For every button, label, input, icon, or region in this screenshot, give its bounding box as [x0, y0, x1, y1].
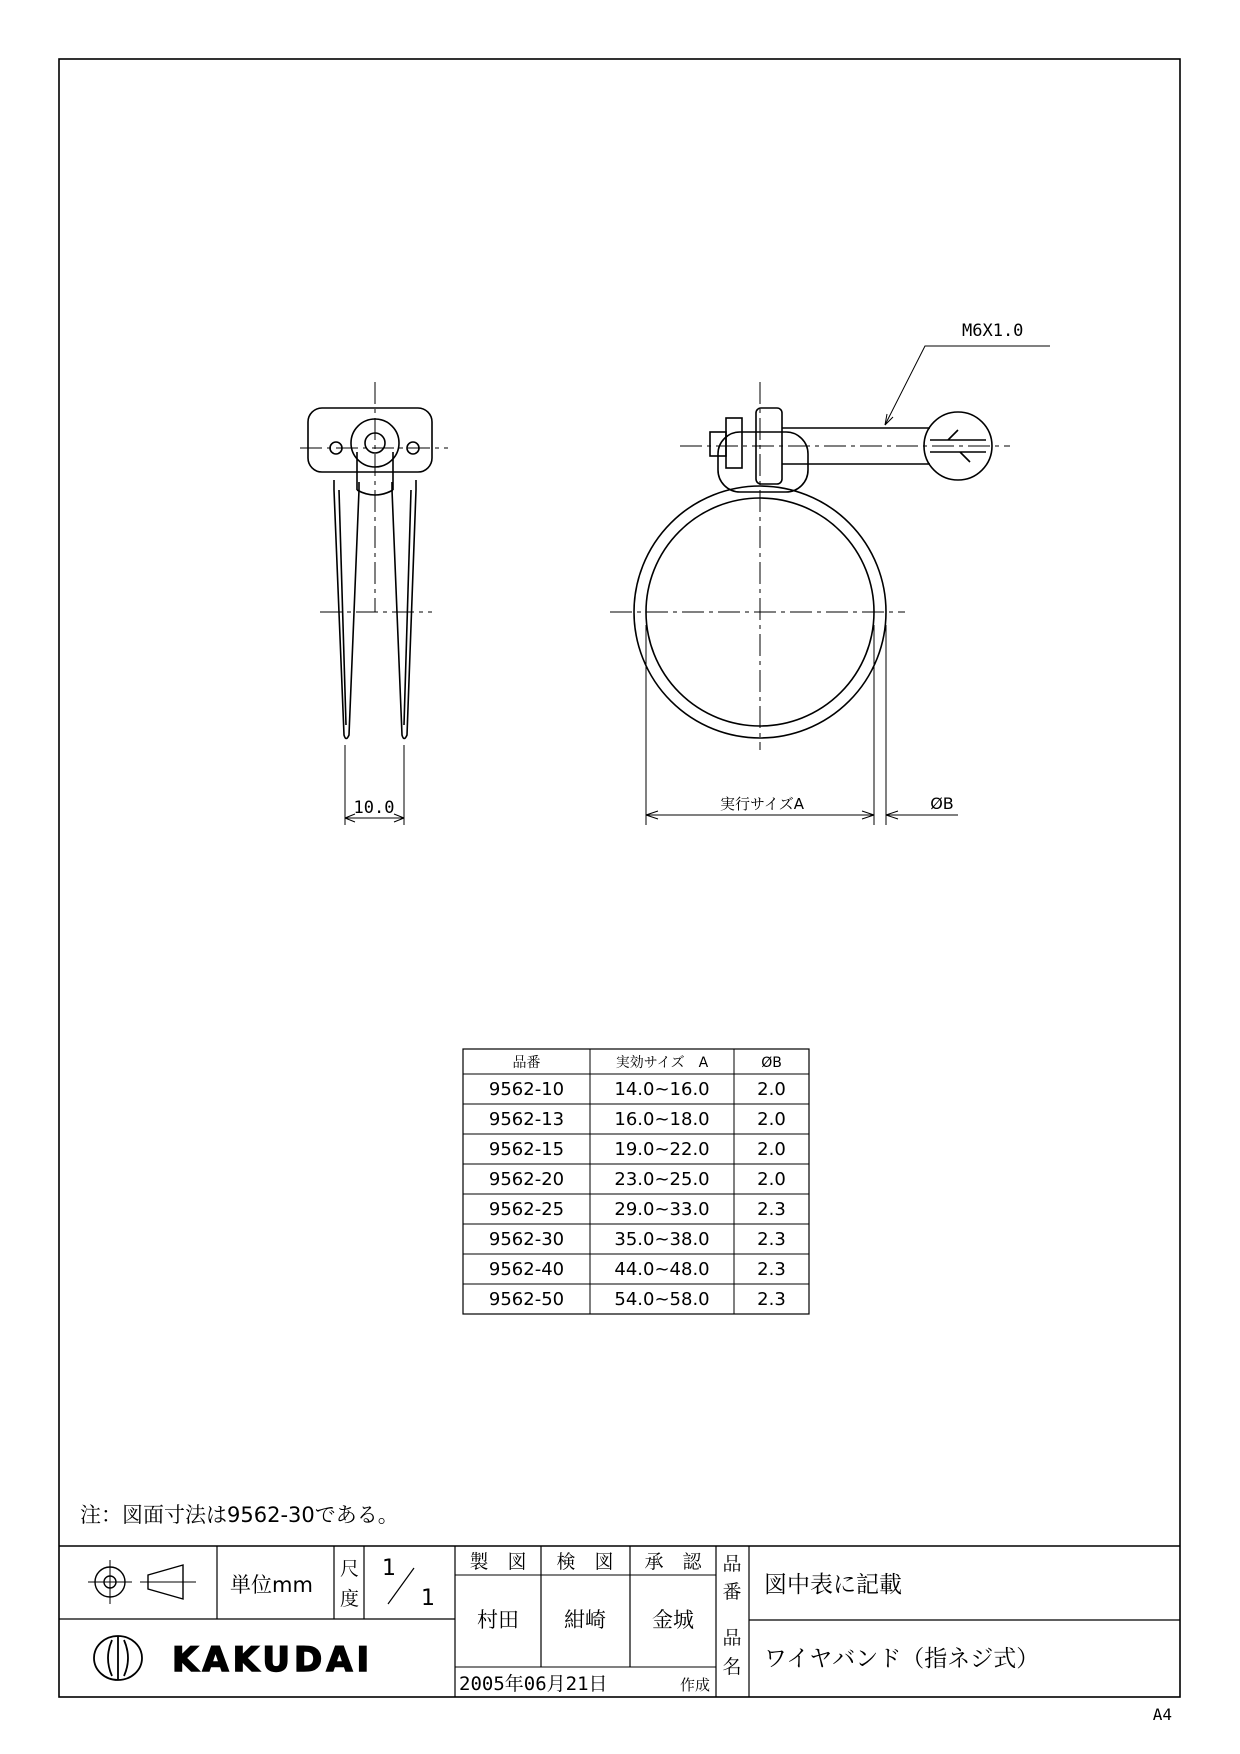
checked-label: 検 図: [556, 1551, 614, 1573]
drawn-label: 製 図: [469, 1551, 527, 1573]
part-no-label-2: 番: [722, 1581, 742, 1603]
table-cell: 9562-40: [488, 1259, 565, 1280]
scale-denominator: 1: [421, 1586, 435, 1611]
part-no-label-1: 品: [722, 1553, 742, 1575]
table-cell: 2.0: [757, 1139, 786, 1160]
table-cell: 9562-50: [488, 1289, 565, 1310]
table-cell: 9562-20: [488, 1169, 565, 1190]
unit-label: 単位mm: [230, 1573, 313, 1597]
scale-numerator: 1: [382, 1556, 396, 1581]
front-view: [634, 408, 992, 738]
size-table: [463, 1049, 809, 1314]
part-name-label-2: 名: [722, 1656, 742, 1678]
kakudai-logo-icon: [94, 1636, 142, 1680]
side-view: [308, 408, 432, 739]
side-view-centerlines: [300, 382, 448, 612]
table-cell: 35.0~38.0: [614, 1229, 710, 1250]
table-cell: 14.0~16.0: [614, 1079, 710, 1100]
side-dim-label: 10.0: [353, 798, 395, 818]
paper-size: A4: [1152, 1705, 1172, 1724]
screw-housing: [718, 432, 808, 492]
date-suffix: 作成: [679, 1676, 710, 1694]
creation-date: 2005年06月21日: [459, 1673, 608, 1695]
table-cell: 9562-15: [488, 1139, 565, 1160]
thread-callout: M6X1.0: [962, 321, 1024, 341]
table-cell: 2.0: [757, 1079, 786, 1100]
table-cell: 9562-30: [488, 1229, 565, 1250]
table-cell: 54.0~58.0: [614, 1289, 710, 1310]
table-cell: 19.0~22.0: [614, 1139, 710, 1160]
table-cell: 44.0~48.0: [614, 1259, 710, 1280]
dim-a-label: 実行サイズA: [719, 795, 805, 813]
checked-by: 紺崎: [564, 1608, 606, 1632]
dim-b-label: ØB: [930, 794, 954, 813]
table-cell: 16.0~18.0: [614, 1109, 710, 1130]
table-header-cell: 品番: [512, 1055, 541, 1071]
side-view-tab-plate: [308, 408, 432, 472]
table-cell: 2.3: [757, 1289, 786, 1310]
scale-label-1: 尺: [340, 1558, 360, 1580]
side-view-leg-2-inner: [404, 490, 411, 725]
screw-clip: [726, 418, 742, 468]
part-name-label-1: 品: [722, 1627, 742, 1649]
table-header-cell: ØB: [761, 1055, 782, 1071]
table-cell: 2.3: [757, 1199, 786, 1220]
table-cell: 2.0: [757, 1109, 786, 1130]
drawing-note: 注：図面寸法は9562-30である。: [80, 1503, 399, 1527]
approved-by: 金城: [652, 1608, 694, 1632]
table-cell: 9562-25: [488, 1199, 565, 1220]
table-cell: 2.3: [757, 1229, 786, 1250]
drawn-by: 村田: [477, 1608, 519, 1632]
sheet-border: [59, 59, 1180, 1697]
table-cell: 2.3: [757, 1259, 786, 1280]
table-header-cell: 実効サイズ A: [615, 1055, 709, 1071]
table-cell: 23.0~25.0: [614, 1169, 710, 1190]
approved-label: 承 認: [644, 1551, 702, 1573]
part-name-value: ワイヤバンド（指ネジ式）: [764, 1646, 1040, 1672]
side-view-leg-1: [334, 480, 359, 739]
part-no-value: 図中表に記載: [764, 1572, 902, 1598]
table-cell: 29.0~33.0: [614, 1199, 710, 1220]
table-cell: 9562-10: [488, 1079, 565, 1100]
third-angle-projection-icon: [88, 1560, 196, 1604]
table-cell: 2.0: [757, 1169, 786, 1190]
company-name: KAKUDAI: [172, 1640, 374, 1680]
table-cell: 9562-13: [488, 1109, 565, 1130]
scale-label-2: 度: [340, 1588, 360, 1610]
